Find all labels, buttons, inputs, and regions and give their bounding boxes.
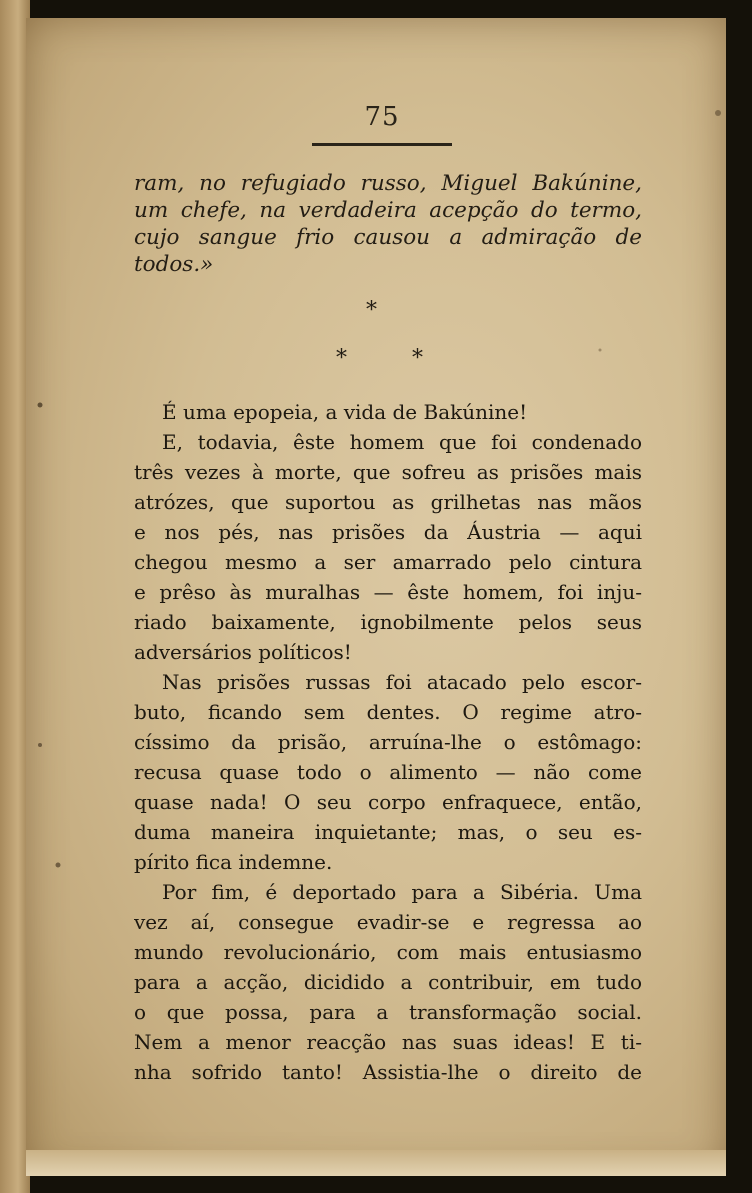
body-line: mundo revolucionário, com mais entusiasmo bbox=[134, 940, 642, 964]
body-line: É uma epopeia, a vida de Bakúnine! bbox=[162, 400, 528, 424]
body-line: E, todavia, êste homem que foi condenado bbox=[162, 430, 642, 454]
body-line: pírito fica indemne. bbox=[134, 850, 333, 874]
body-line: quase nada! O seu corpo enfraquece, então, bbox=[134, 790, 642, 814]
page-bottom-edge bbox=[26, 1150, 726, 1176]
body-line: duma maneira inquietante; mas, o seu es- bbox=[134, 820, 642, 844]
body-line: atrózes, que suportou as grilhetas nas mãos bbox=[134, 490, 642, 514]
body-line: o que possa, para a transformação social. bbox=[134, 1000, 642, 1024]
quote-line: todos.» bbox=[134, 252, 214, 277]
body-line: Por fim, é deportado para a Sibéria. Uma bbox=[162, 880, 642, 904]
quote-block bbox=[134, 170, 642, 278]
body-line: císsimo da prisão, arruína-lhe o estômago: bbox=[134, 730, 642, 754]
quote-line: um chefe, na verdadeira acepção do termo, bbox=[134, 198, 642, 223]
body-line: recusa quase todo o alimento — não come bbox=[134, 760, 642, 784]
page-number: 75 bbox=[364, 102, 400, 132]
body-line: Nem a menor reacção nas suas ideas! E ti- bbox=[134, 1030, 642, 1054]
body-line: Nas prisões russas foi atacado pelo escor- bbox=[162, 670, 642, 694]
body-line: chegou mesmo a ser amarrado pelo cintura bbox=[134, 550, 642, 574]
quote-line: cujo sangue frio causou a admiração de bbox=[134, 225, 642, 250]
body-line: e prêso às muralhas — êste homem, foi inju- bbox=[134, 580, 642, 604]
asterisk: * bbox=[336, 346, 347, 371]
body-text bbox=[134, 397, 642, 1087]
body-line: e nos pés, nas prisões da Áustria — aqui bbox=[134, 520, 642, 544]
body-line: buto, ficando sem dentes. O regime atro- bbox=[134, 700, 642, 724]
quote-line: ram, no refugiado russo, Miguel Bakúnine, bbox=[134, 171, 642, 196]
body-line: três vezes à morte, que sofreu as prisões mais bbox=[134, 460, 642, 484]
asterisk: * bbox=[412, 346, 423, 371]
asterisk: * bbox=[366, 298, 377, 323]
page-number-rule bbox=[312, 143, 452, 146]
body-line: riado baixamente, ignobilmente pelos seus bbox=[134, 610, 642, 634]
body-line: vez aí, consegue evadir-se e regressa ao bbox=[134, 910, 642, 934]
body-line: para a acção, dicidido a contribuir, em tudo bbox=[134, 970, 642, 994]
body-line: nha sofrido tanto! Assistia-lhe o direito de bbox=[134, 1060, 642, 1084]
body-line: adversários políticos! bbox=[134, 640, 352, 664]
asterism-divider bbox=[320, 298, 440, 378]
